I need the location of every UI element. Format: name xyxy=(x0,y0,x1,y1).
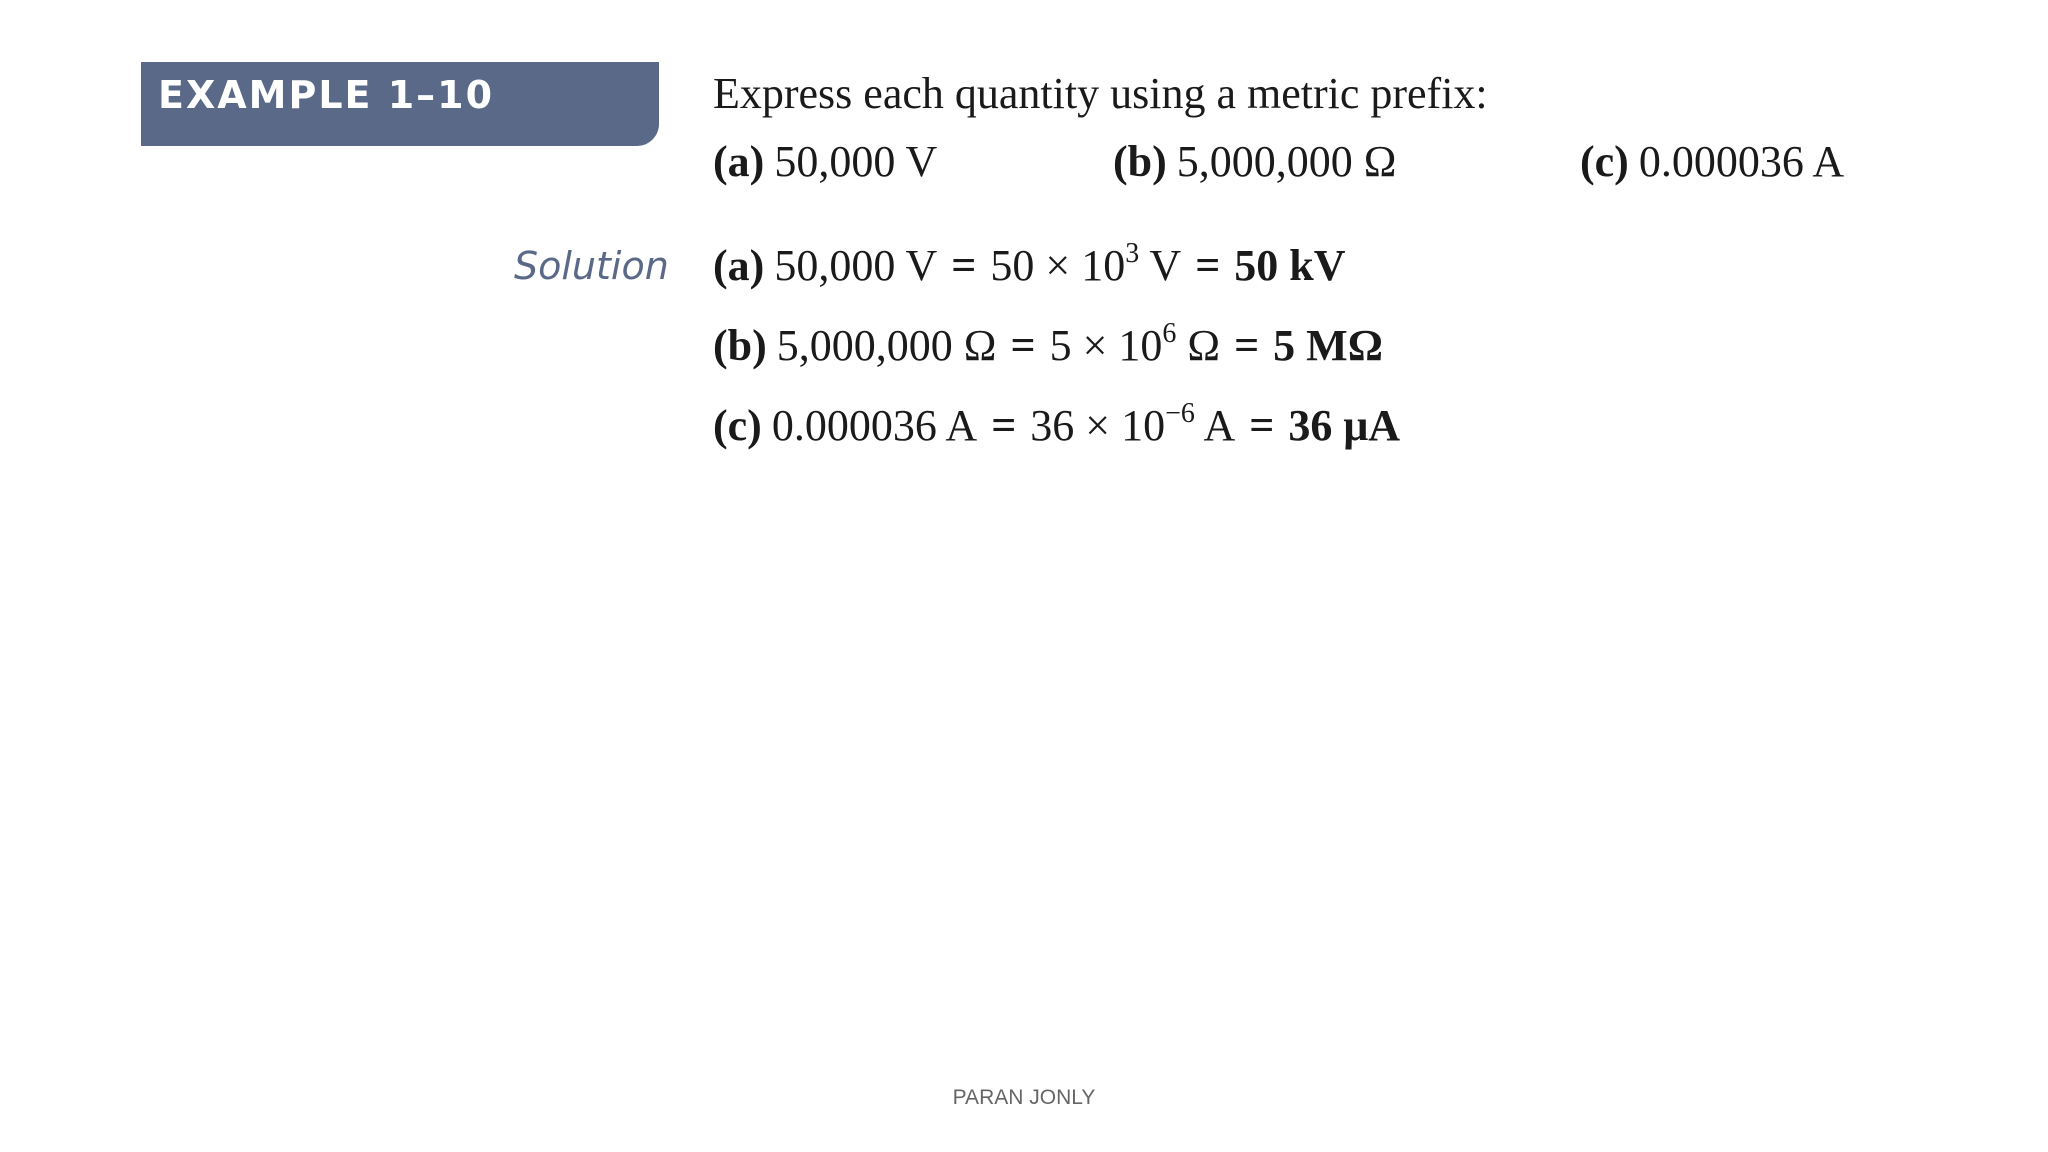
problem-part-c xyxy=(1580,136,1844,188)
part-value: 50,000 V xyxy=(774,137,938,186)
part-tag: (c) xyxy=(1580,137,1629,186)
equals-sign: = xyxy=(1234,321,1260,370)
part-tag: (a) xyxy=(713,137,765,186)
solution-lhs: 0.000036 A xyxy=(771,401,978,450)
equals-sign: = xyxy=(991,401,1017,450)
solution-tag: (a) xyxy=(713,241,765,290)
solution-exponent: −6 xyxy=(1165,398,1195,429)
equals-sign: = xyxy=(951,241,977,290)
solution-mid-base: 5 × 10 xyxy=(1049,321,1163,370)
example-banner xyxy=(141,62,659,146)
solution-result: 5 MΩ xyxy=(1273,321,1383,370)
solution-lhs: 5,000,000 Ω xyxy=(776,321,997,370)
equals-sign: = xyxy=(1249,401,1275,450)
problem-part-a xyxy=(713,136,937,188)
equals-sign: = xyxy=(1195,241,1221,290)
solution-tag: (c) xyxy=(713,401,762,450)
solution-tag: (b) xyxy=(713,321,767,370)
solution-exponent: 3 xyxy=(1125,238,1140,269)
part-value: 5,000,000 Ω xyxy=(1176,137,1397,186)
solution-row-b xyxy=(713,320,1383,372)
equals-sign: = xyxy=(1010,321,1036,370)
example-label: EXAMPLE 1–10 xyxy=(158,73,495,117)
solution-label: Solution xyxy=(514,244,669,288)
part-value: 0.000036 A xyxy=(1638,137,1845,186)
solution-row-a xyxy=(713,240,1346,292)
problem-prompt: Express each quantity using a metric prefix: xyxy=(713,69,1488,118)
solution-mid-base: 36 × 10 xyxy=(1030,401,1166,450)
solution-exponent: 6 xyxy=(1162,318,1177,349)
part-tag: (b) xyxy=(1113,137,1167,186)
solution-result: 50 kV xyxy=(1234,241,1346,290)
solution-lhs: 50,000 V xyxy=(774,241,938,290)
footer-author: PARAN JONLY xyxy=(952,1086,1096,1109)
problem-part-b xyxy=(1113,136,1396,188)
solution-row-c xyxy=(713,400,1400,452)
solution-mid-base: 50 × 10 xyxy=(990,241,1126,290)
solution-mid-unit: A xyxy=(1194,401,1236,450)
solution-result: 36 μA xyxy=(1288,401,1401,450)
solution-mid-unit: Ω xyxy=(1176,321,1221,370)
solution-mid-unit: V xyxy=(1139,241,1182,290)
